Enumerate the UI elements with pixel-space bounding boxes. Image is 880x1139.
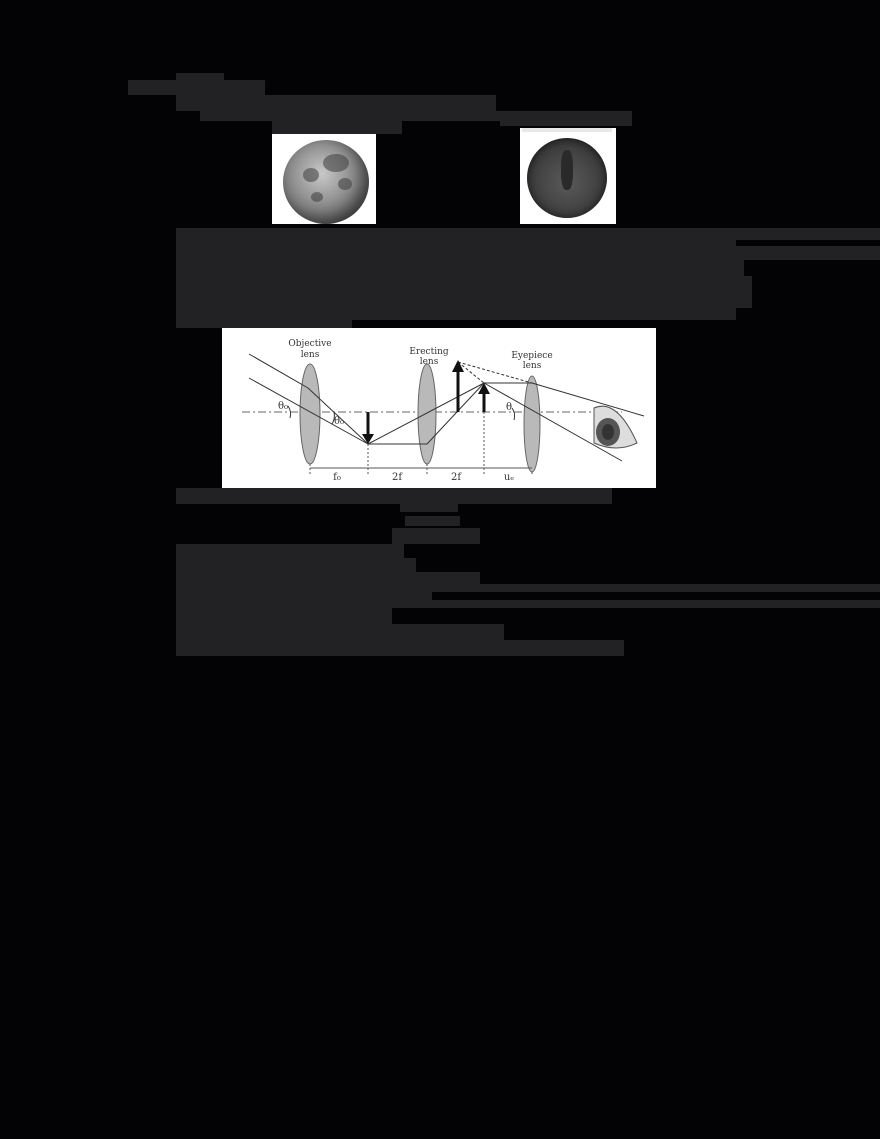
label-theta-o-left: θ₀ [278,401,289,412]
label-2f-a: 2f [391,472,403,483]
text-line [176,544,404,558]
text-line [176,584,880,592]
label-objective: Objective [288,339,332,349]
label-fo: f₀ [333,472,341,483]
text-line [176,292,752,308]
text-line [176,488,612,504]
text-line [176,320,352,328]
equation-line [400,504,458,512]
telescope-optics-diagram [222,328,656,488]
text-line [176,624,504,640]
label-theta: θ [506,402,513,413]
caption-right [522,128,612,132]
label-eyepiece-lens: lens [522,361,542,371]
label-objective-lens: lens [300,350,320,360]
moon-inverted-image [527,138,607,218]
erecting-lens [418,364,436,464]
label-theta-o-right: θ₀ [334,416,345,427]
label-erecting: Erecting [409,347,449,357]
text-line [176,600,880,608]
text-line [176,558,416,572]
caption-bar-right [500,112,632,126]
text-line [176,228,880,240]
text-line [176,260,744,276]
heading-line [128,80,265,95]
text-line [176,640,624,656]
caption-bar-left [272,118,402,134]
text-line [176,95,496,111]
label-ue: uₑ [503,472,515,483]
moon-image-right-frame [520,128,616,224]
moon-image-left-frame [272,128,376,224]
heading-line [176,73,224,81]
equation-line [405,516,460,526]
text-line [176,276,752,292]
text-line [176,246,880,260]
text-line [176,308,736,320]
equation-line [392,528,480,544]
label-eyepiece: Eyepiece [511,351,553,361]
objective-lens [300,364,320,464]
text-line [176,572,480,584]
text-line [176,608,392,624]
eyepiece-lens [524,376,540,472]
moon-real-image [283,140,369,224]
label-2f-b: 2f [450,472,462,483]
label-erecting-lens: lens [419,357,439,367]
